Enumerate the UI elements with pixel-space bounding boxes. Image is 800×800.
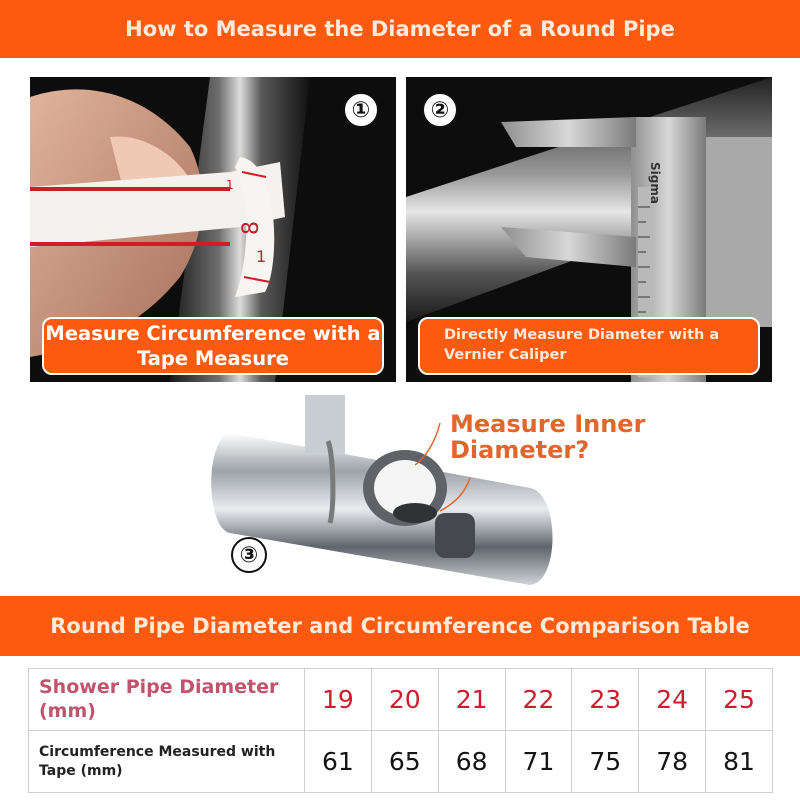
header-banner xyxy=(0,0,800,58)
diameter-cell: 23 xyxy=(572,669,639,731)
tape-mark: 1 xyxy=(226,178,234,192)
step-2-badge: ② xyxy=(422,92,458,128)
diameter-cell: 20 xyxy=(371,669,438,731)
table-section-banner xyxy=(0,596,800,656)
circumference-row-label: Circumference Measured with Tape (mm) xyxy=(29,731,305,793)
circumference-cell: 71 xyxy=(505,731,572,793)
diameter-cell: 22 xyxy=(505,669,572,731)
tape-measure-photo xyxy=(30,77,396,382)
comparison-table xyxy=(28,668,773,793)
circumference-cell: 61 xyxy=(305,731,372,793)
caliper-caption: Directly Measure Diameter with a Vernier Caliper xyxy=(418,317,760,375)
diameter-cell: 24 xyxy=(639,669,706,731)
diameter-cell: 21 xyxy=(438,669,505,731)
table-row xyxy=(29,731,773,793)
inner-diameter-photo xyxy=(210,393,646,593)
diameter-cell: 19 xyxy=(305,669,372,731)
table-row xyxy=(29,669,773,731)
caliper-photo xyxy=(406,77,772,382)
table-section-title: Round Pipe Diameter and Circumference Comparison Table xyxy=(50,614,750,638)
step-3-badge: ③ xyxy=(231,537,267,573)
step-1-badge: ① xyxy=(343,92,379,128)
diameter-row-label: Shower Pipe Diameter (mm) xyxy=(29,669,305,731)
caliper-brand: Sigma xyxy=(648,162,662,204)
circumference-cell: 68 xyxy=(438,731,505,793)
circumference-cell: 78 xyxy=(639,731,706,793)
circumference-cell: 75 xyxy=(572,731,639,793)
circumference-cell: 81 xyxy=(706,731,773,793)
tape-measure-caption: Measure Circumference with a Tape Measure xyxy=(42,317,384,375)
diameter-cell: 25 xyxy=(706,669,773,731)
tape-mark: 1 xyxy=(256,247,267,266)
circumference-cell: 65 xyxy=(371,731,438,793)
tape-mark: 8 xyxy=(239,221,264,235)
page-title: How to Measure the Diameter of a Round Pipe xyxy=(125,17,675,41)
inner-diameter-callout: Measure Inner Diameter? xyxy=(450,410,646,465)
